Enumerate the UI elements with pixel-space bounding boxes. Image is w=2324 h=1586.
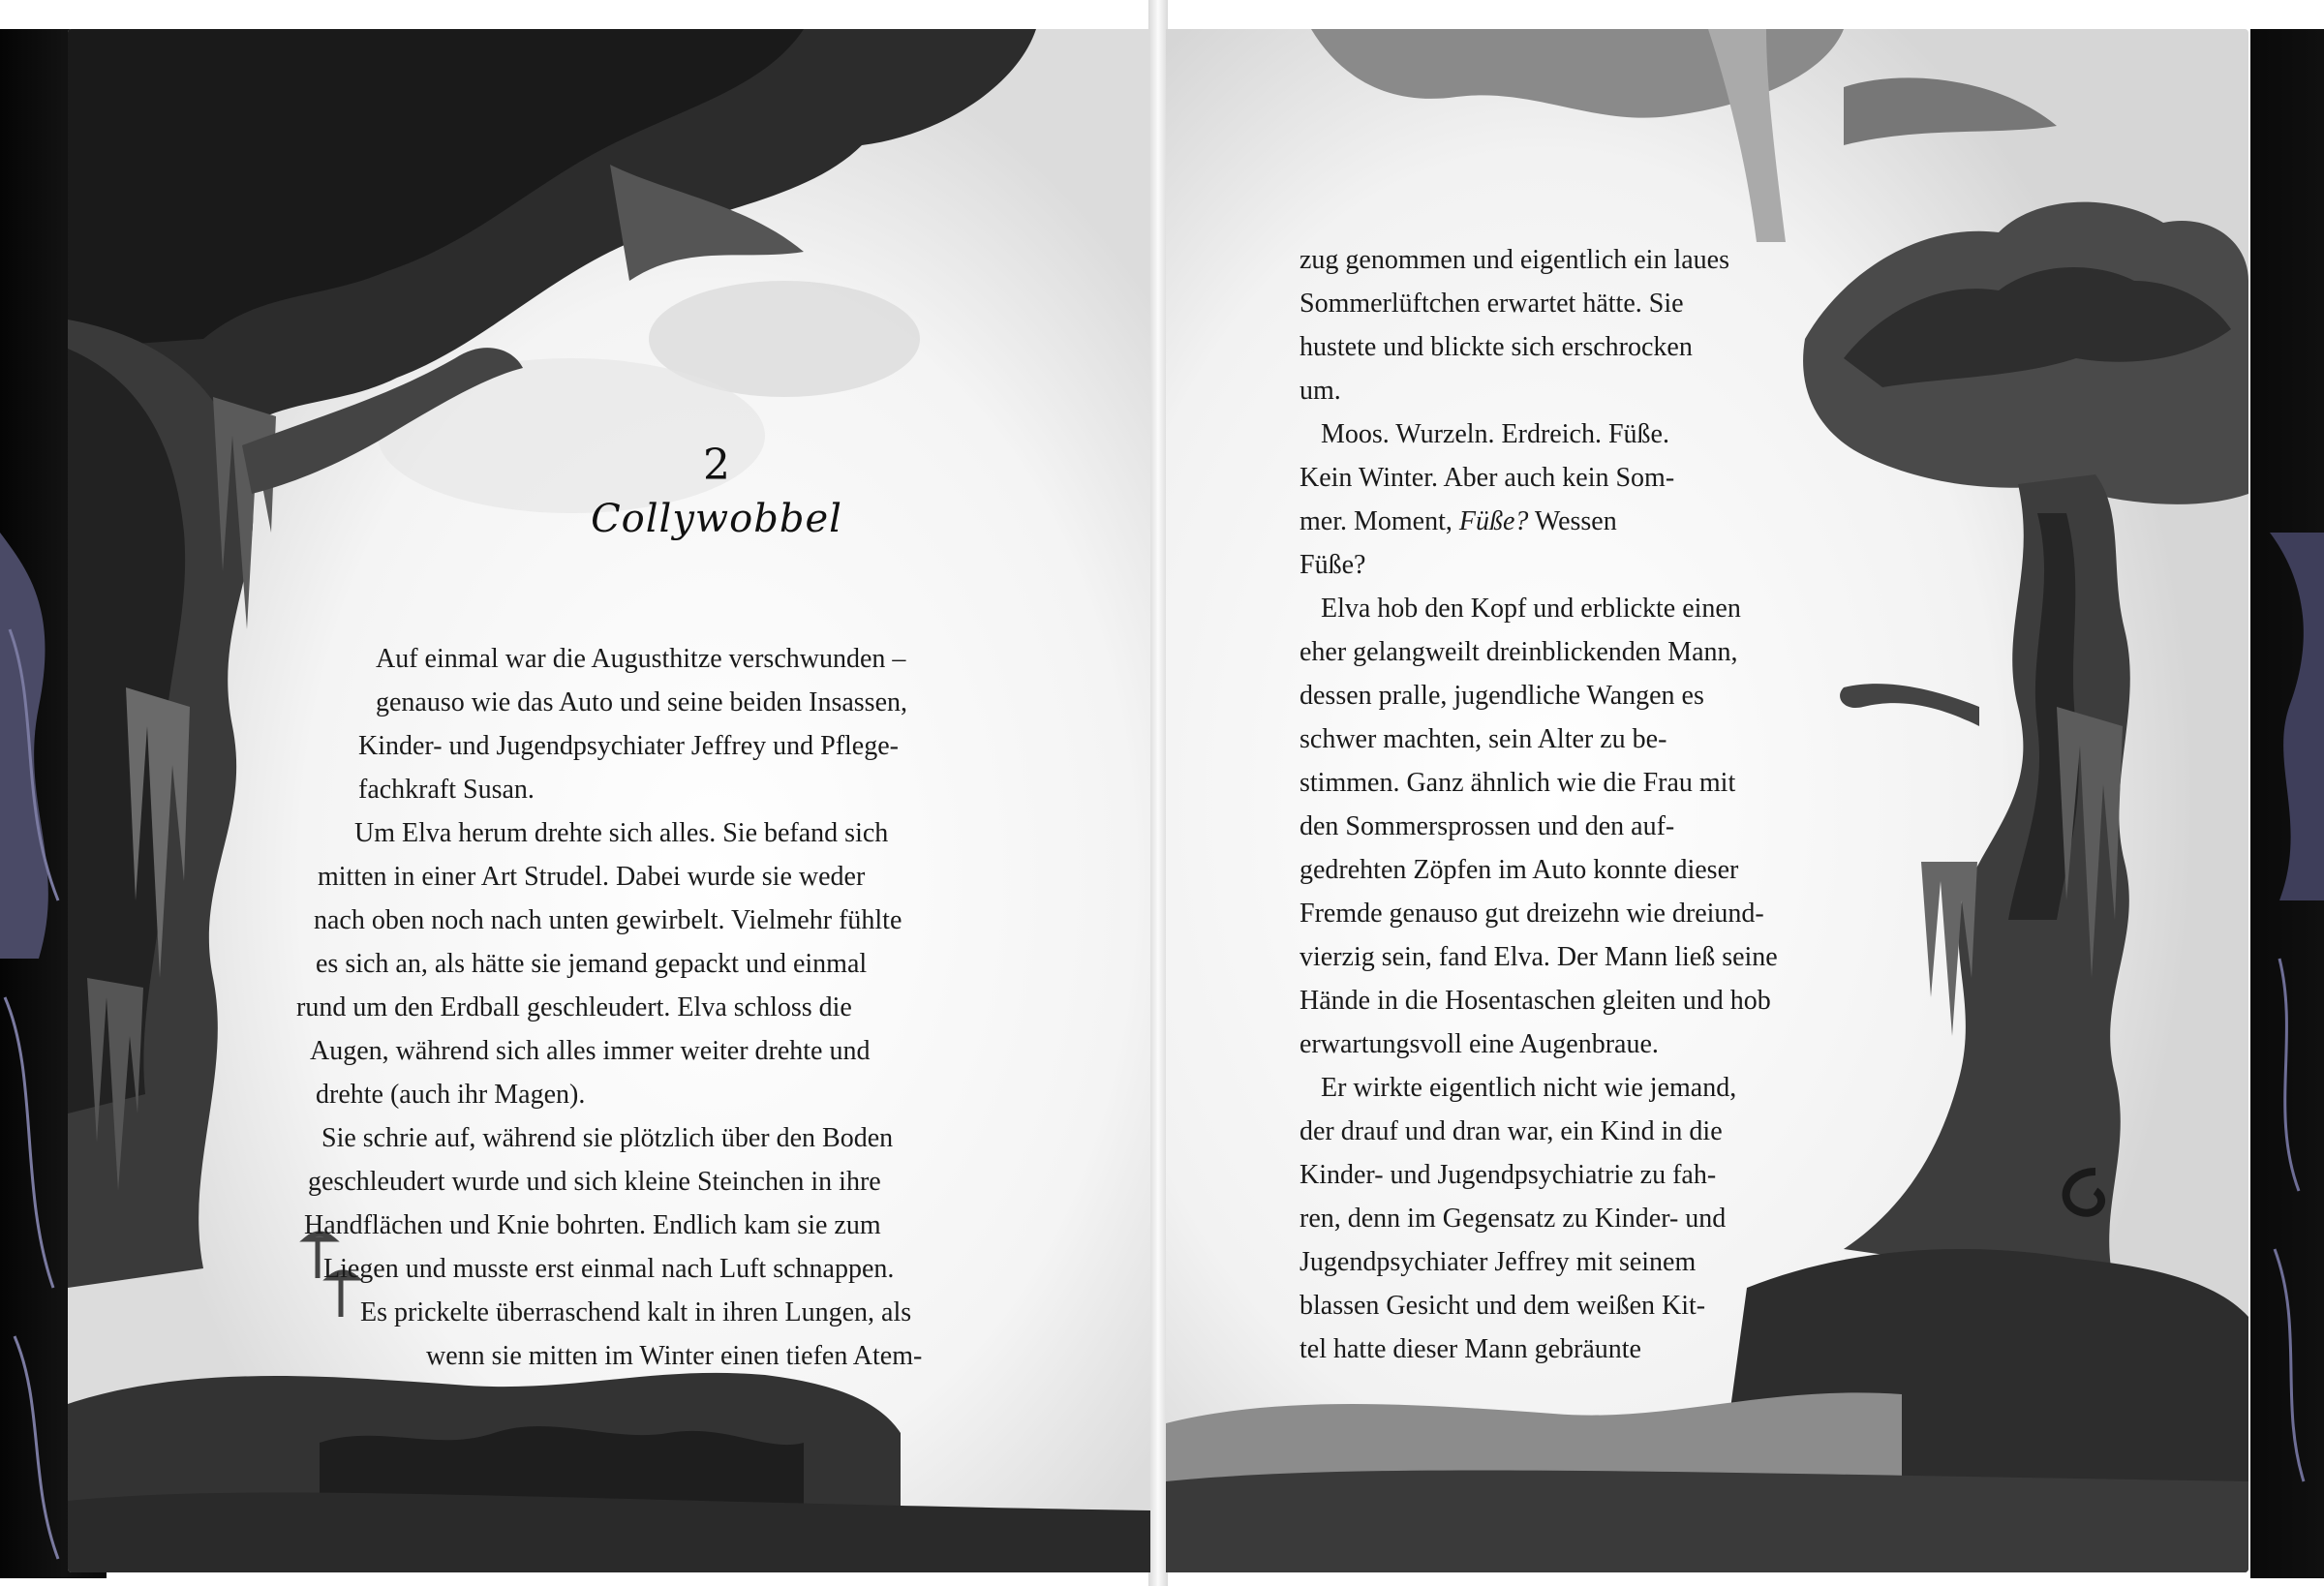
text-line: Sommerlüftchen erwartet hätte. Sie bbox=[1300, 289, 1684, 319]
text-line: Elva hob den Kopf und erblickte einen bbox=[1321, 594, 1741, 624]
emphasis-text: Füße? bbox=[1458, 506, 1529, 536]
text-line: gedrehten Zöpfen im Auto konnte dieser bbox=[1300, 855, 1739, 885]
text-line: zug genommen und eigentlich ein laues bbox=[1300, 245, 1729, 275]
text-line: mitten in einer Art Strudel. Dabei wurde sie weder bbox=[318, 862, 866, 892]
text-line: genauso wie das Auto und seine beiden Insassen, bbox=[376, 687, 907, 717]
text-line: Sie schrie auf, während sie plötzlich über den Boden bbox=[321, 1123, 894, 1153]
text-line: schwer machten, sein Alter zu be- bbox=[1300, 724, 1667, 754]
text-line: fachkraft Susan. bbox=[358, 775, 535, 805]
text-span: Wessen bbox=[1528, 506, 1617, 536]
text-line: rund um den Erdball geschleudert. Elva schloss die bbox=[296, 992, 852, 1022]
text-line: stimmen. Ganz ähnlich wie die Frau mit bbox=[1300, 768, 1736, 798]
text-line bbox=[1300, 507, 1617, 536]
text-line: Liegen und musste erst einmal nach Luft schnappen. bbox=[323, 1254, 895, 1284]
text-line: Augen, während sich alles immer weiter drehte und bbox=[310, 1036, 871, 1066]
text-line: den Sommersprossen und den auf- bbox=[1300, 811, 1675, 841]
chapter-title: Collywobbel bbox=[591, 497, 842, 541]
text-line: eher gelangweilt dreinblickenden Mann, bbox=[1300, 637, 1738, 667]
text-line: Handflächen und Knie bohrten. Endlich kam sie zum bbox=[304, 1210, 881, 1240]
text-line: dessen pralle, jugendliche Wangen es bbox=[1300, 681, 1704, 711]
text-line: vierzig sein, fand Elva. Der Mann ließ seine bbox=[1300, 942, 1778, 972]
chapter-number: 2 bbox=[703, 441, 730, 490]
cover-pattern-right bbox=[2250, 29, 2324, 1578]
text-line: Moos. Wurzeln. Erdreich. Füße. bbox=[1321, 419, 1669, 449]
text-line: Hände in die Hosentaschen gleiten und hob bbox=[1300, 986, 1771, 1016]
text-line: es sich an, als hätte sie jemand gepackt und einmal bbox=[316, 949, 868, 979]
text-line: wenn sie mitten im Winter einen tiefen Atem- bbox=[426, 1341, 923, 1371]
text-line: nach oben noch nach unten gewirbelt. Vielmehr fühlte bbox=[314, 905, 902, 935]
text-line: Um Elva herum drehte sich alles. Sie befand sich bbox=[354, 818, 889, 848]
right-page bbox=[1166, 29, 2248, 1572]
text-line: ren, denn im Gegensatz zu Kinder- und bbox=[1300, 1204, 1727, 1234]
text-line: Füße? bbox=[1300, 550, 1366, 580]
text-line: Kinder- und Jugendpsychiatrie zu fah- bbox=[1300, 1160, 1717, 1190]
text-line: blassen Gesicht und dem weißen Kit- bbox=[1300, 1291, 1706, 1321]
text-line: um. bbox=[1300, 376, 1341, 406]
text-line: Jugendpsychiater Jeffrey mit seinem bbox=[1300, 1247, 1697, 1277]
text-span: mer. Moment, bbox=[1300, 506, 1459, 536]
book-spine bbox=[1148, 0, 1168, 1586]
text-line: Kinder- und Jugendpsychiater Jeffrey und Pflege- bbox=[358, 731, 899, 761]
text-line: geschleudert wurde und sich kleine Steinchen in ihre bbox=[308, 1167, 881, 1197]
book-cover-right-edge bbox=[2250, 29, 2324, 1578]
text-line: der drauf und dran war, ein Kind in die bbox=[1300, 1116, 1723, 1146]
text-line: Auf einmal war die Augusthitze verschwunden – bbox=[376, 644, 906, 674]
text-line: erwartungsvoll eine Augenbraue. bbox=[1300, 1029, 1659, 1059]
text-line: tel hatte dieser Mann gebräunte bbox=[1300, 1334, 1641, 1364]
text-line: hustete und blickte sich erschrocken bbox=[1300, 332, 1693, 362]
text-line: Es prickelte überraschend kalt in ihren Lungen, als bbox=[360, 1297, 912, 1327]
text-line: Kein Winter. Aber auch kein Som- bbox=[1300, 463, 1675, 493]
left-page bbox=[68, 29, 1150, 1572]
text-line: Fremde genauso gut dreizehn wie dreiund- bbox=[1300, 899, 1764, 929]
text-line: drehte (auch ihr Magen). bbox=[316, 1080, 586, 1110]
text-line: Er wirkte eigentlich nicht wie jemand, bbox=[1321, 1073, 1737, 1103]
